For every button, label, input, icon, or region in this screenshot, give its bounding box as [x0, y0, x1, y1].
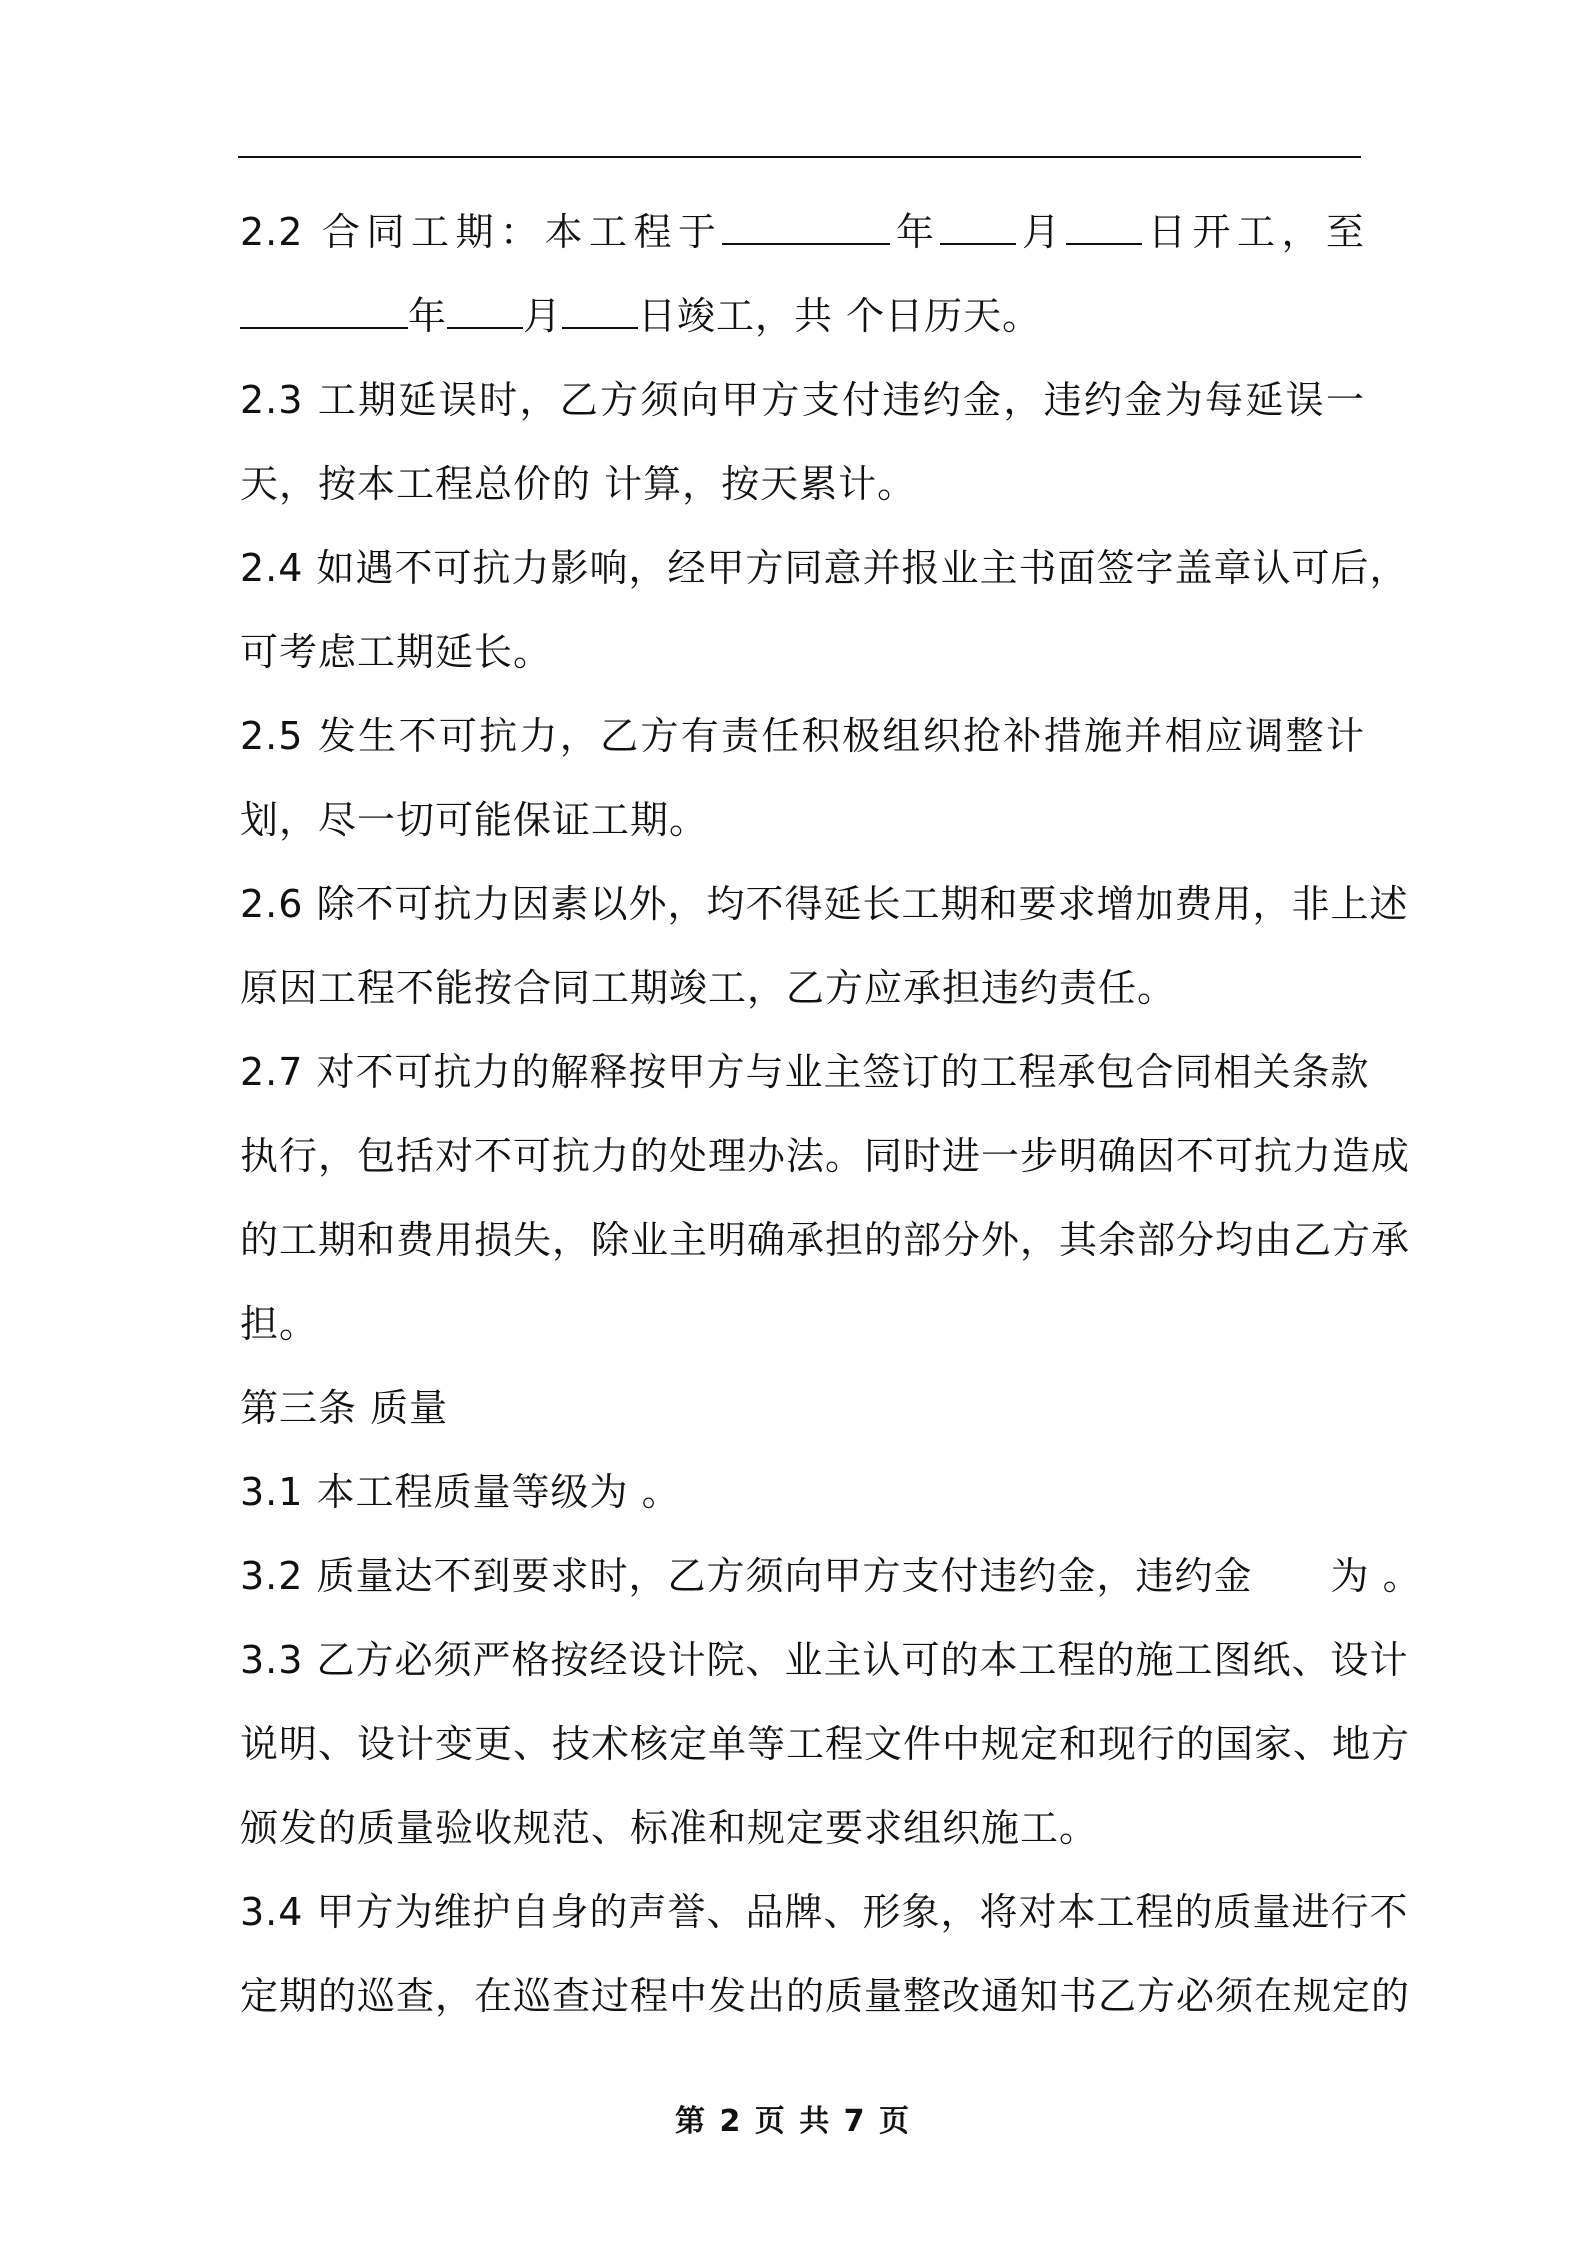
text-line-7: 2.5 发生不可抗力，乙方有责任积极组织抢补措施并相应调整计	[240, 714, 1365, 758]
text-line-14: 担。	[240, 1302, 319, 1346]
text-line-3: 2.3 工期延误时，乙方须向甲方支付违约金，违约金为每延误一	[240, 378, 1365, 422]
text-segment: 月	[1016, 210, 1067, 254]
text-line-18: 3.3 乙方必须严格按经设计院、业主认可的本工程的施工图纸、设计	[240, 1638, 1409, 1682]
text-line-10: 原因工程不能按合同工期竣工，乙方应承担违约责任。	[240, 966, 1177, 1010]
text-line-5: 2.4 如遇不可抗力影响，经甲方同意并报业主书面签字盖章认可后，	[240, 546, 1409, 590]
text-line-2	[240, 274, 1365, 358]
text-line-12: 执行，包括对不可抗力的处理办法。同时进一步明确因不可抗力造成	[240, 1134, 1411, 1178]
text-segment: 年	[890, 210, 941, 254]
year-blank	[240, 297, 408, 329]
text-segment: 2.2 合同工期：本工程于	[240, 210, 723, 254]
header-rule	[238, 156, 1361, 158]
text-line-19: 说明、设计变更、技术核定单等工程文件中规定和现行的国家、地方	[240, 1722, 1411, 1766]
text-line-16: 3.1 本工程质量等级为 。	[240, 1470, 681, 1514]
text-segment: 日开工，至	[1142, 210, 1365, 254]
text-line-9: 2.6 除不可抗力因素以外，均不得延长工期和要求增加费用，非上述	[240, 882, 1409, 926]
text-segment: 年	[408, 294, 448, 338]
text-line-17: 3.2 质量达不到要求时，乙方须向甲方支付违约金，违约金 为 。	[240, 1554, 1422, 1598]
text-segment: 月	[523, 294, 563, 338]
day-blank	[1066, 213, 1142, 245]
text-line-6: 可考虑工期延长。	[240, 630, 553, 674]
text-line-1	[240, 190, 1365, 274]
text-line-22: 定期的巡查，在巡查过程中发出的质量整改通知书乙方必须在规定的	[240, 1974, 1411, 2018]
day-blank	[562, 297, 638, 329]
year-blank	[722, 213, 890, 245]
text-line-8: 划，尽一切可能保证工期。	[240, 798, 709, 842]
document-body	[240, 190, 1422, 2038]
section-heading: 第三条 质量	[240, 1386, 449, 1430]
month-blank	[940, 213, 1016, 245]
text-line-11: 2.7 对不可抗力的解释按甲方与业主签订的工程承包合同相关条款	[240, 1050, 1370, 1094]
text-line-20: 颁发的质量验收规范、标准和规定要求组织施工。	[240, 1806, 1099, 1850]
page-number-footer: 第 2 页 共 7 页	[675, 2104, 911, 2139]
month-blank	[447, 297, 523, 329]
text-line-13: 的工期和费用损失，除业主明确承担的部分外，其余部分均由乙方承	[240, 1218, 1411, 1262]
text-line-4: 天，按本工程总价的 计算，按天累计。	[240, 462, 917, 506]
text-segment: 日竣工，共 个日历天。	[638, 294, 1042, 338]
text-line-21: 3.4 甲方为维护自身的声誉、品牌、形象，将对本工程的质量进行不	[240, 1890, 1409, 1934]
